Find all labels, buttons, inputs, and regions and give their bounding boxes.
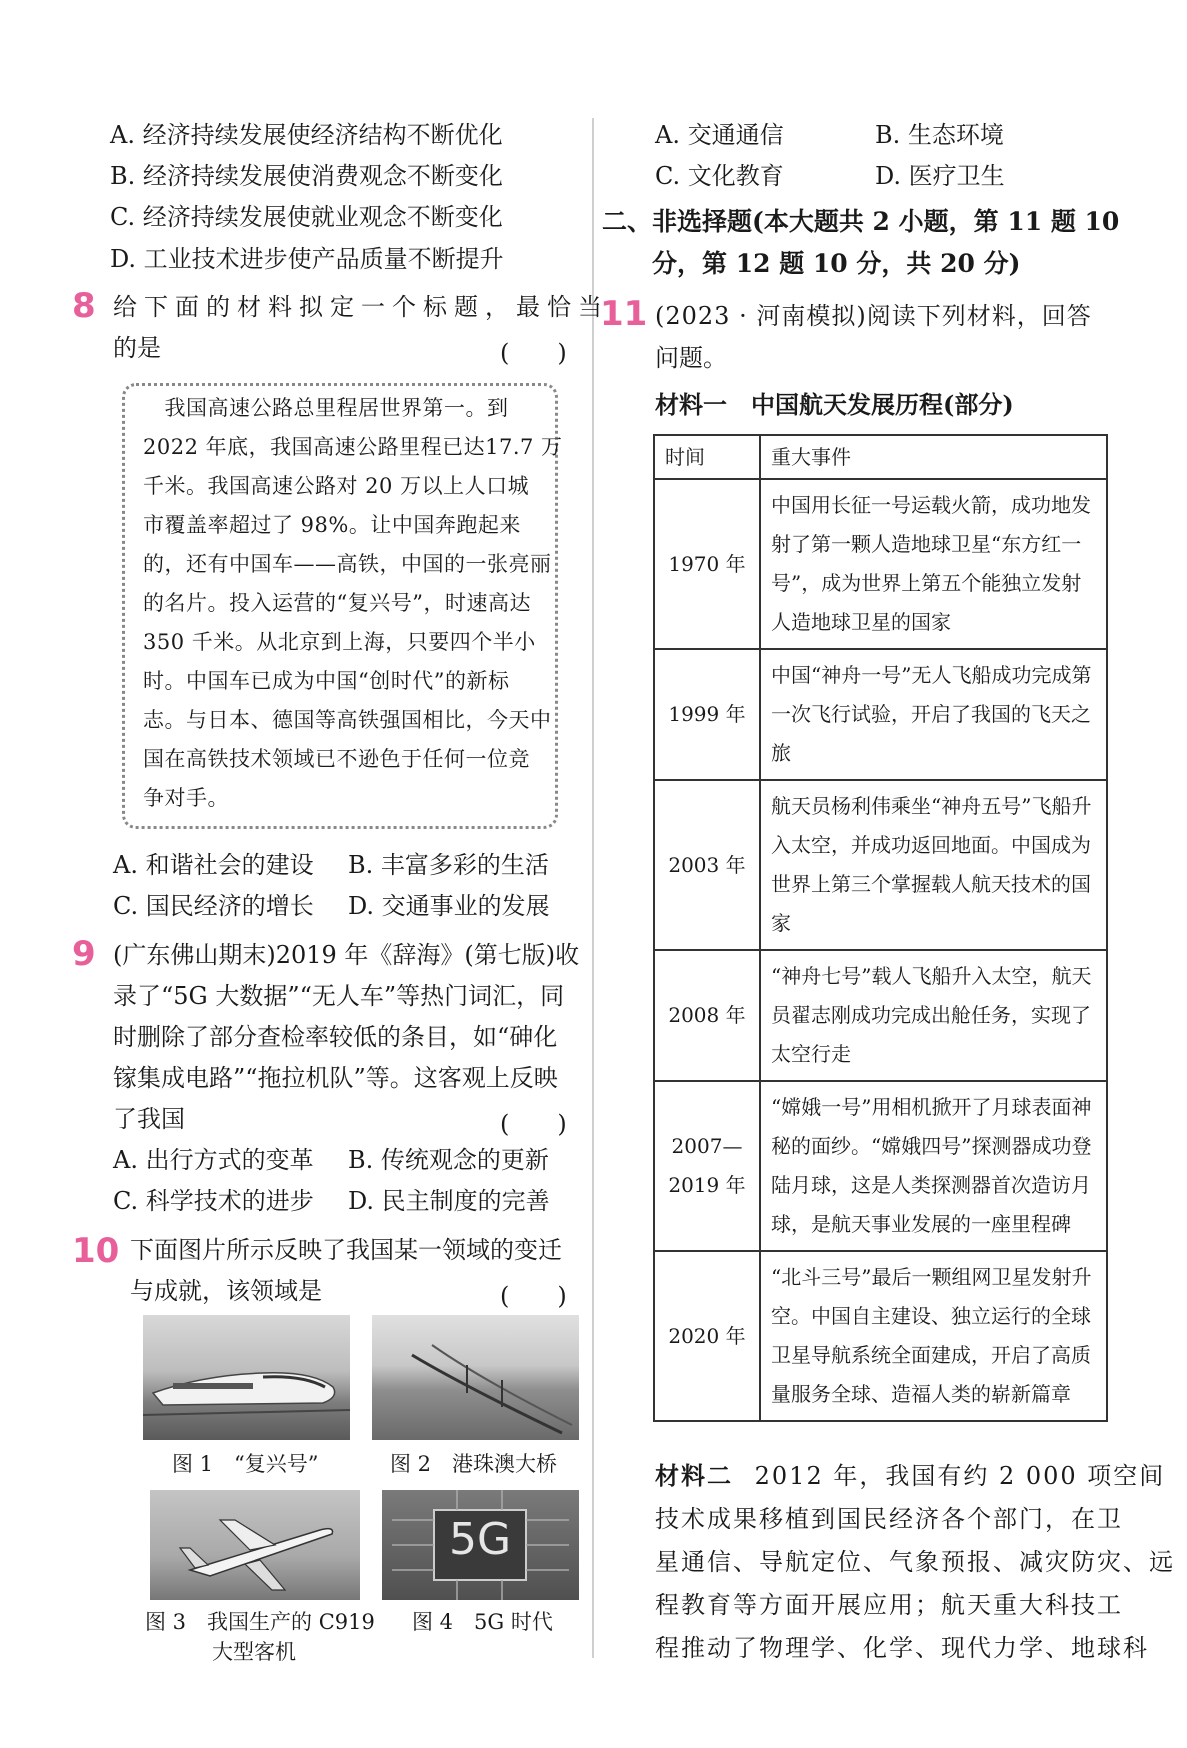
passage-line: 2022 年底，我国高速公路里程已达17.7 万 <box>143 435 563 459</box>
q7-option-b: B. 经济持续发展使消费观念不断变化 <box>110 162 503 190</box>
question-stem: 问题。 <box>655 344 727 372</box>
event-cell: “嫦娥一号”用相机掀开了月球表面神秘的面纱。“嫦娥四号”探测器成功登陆月球，这是人类探测器首次造访月球，是航天事业发展的一座里程碑 <box>760 1081 1107 1251</box>
material-2-line: 程推动了物理学、化学、现代力学、地球科 <box>655 1634 1149 1662</box>
figure-caption: 图 2 港珠澳大桥 <box>390 1452 558 1476</box>
table-row <box>654 479 1107 649</box>
passage-line: 市覆盖率超过了 98%。让中国奔跑起来 <box>143 513 521 537</box>
material-2-label: 材料二 <box>655 1462 733 1490</box>
q9-option-d: D. 民主制度的完善 <box>348 1187 550 1215</box>
high-speed-train-image <box>143 1315 350 1440</box>
passage-line: 的，还有中国车——高铁，中国的一张亮丽 <box>143 552 552 576</box>
year-cell: 1970 年 <box>654 479 760 649</box>
event-cell: “神舟七号”载人飞船升入太空，航天员翟志刚成功完成出舱任务，实现了太空行走 <box>760 950 1107 1081</box>
column-header-time: 时间 <box>654 435 760 479</box>
figure-caption: 图 1 “复兴号” <box>172 1452 319 1476</box>
passage-line: 争对手。 <box>143 786 229 810</box>
column-divider <box>592 118 594 1658</box>
q8-option-a: A. 和谐社会的建设 <box>113 851 314 879</box>
question-number: 11 <box>600 294 648 334</box>
event-cell: “北斗三号”最后一颗组网卫星发射升空。中国自主建设、独立运行的全球卫星导航系统全面建成，开启了高质量服务全球、造福人类的崭新篇章 <box>760 1251 1107 1421</box>
airplane-image <box>150 1490 360 1600</box>
q8-option-d: D. 交通事业的发展 <box>348 892 550 920</box>
question-stem: 时删除了部分查检率较低的条目，如“砷化 <box>113 1023 558 1051</box>
q9-option-b: B. 传统观念的更新 <box>348 1146 549 1174</box>
table-row <box>654 1251 1107 1421</box>
question-stem: 镓集成电路”“拖拉机队”等。这客观上反映 <box>113 1064 558 1092</box>
material-2-line: 技术成果移植到国民经济各个部门，在卫 <box>655 1505 1123 1533</box>
figure-caption: 图 4 5G 时代 <box>412 1610 553 1634</box>
year-cell: 2008 年 <box>654 950 760 1081</box>
q8-option-b: B. 丰富多彩的生活 <box>348 851 549 879</box>
answer-parentheses[interactable]: ( ) <box>500 339 567 367</box>
passage-line: 的名片。投入运营的“复兴号”，时速高达 <box>143 591 531 615</box>
q7-option-d: D. 工业技术进步使产品质量不断提升 <box>110 245 504 273</box>
q9-option-c: C. 科学技术的进步 <box>113 1187 314 1215</box>
question-stem: 了我国 <box>113 1105 185 1133</box>
figure-caption: 大型客机 <box>212 1640 296 1664</box>
event-cell: 中国用长征一号运载火箭，成功地发射了第一颗人造地球卫星“东方红一号”，成为世界上第五个能独立发射人造地球卫星的国家 <box>760 479 1107 649</box>
q7-option-c: C. 经济持续发展使就业观念不断变化 <box>110 203 503 231</box>
year-cell: 2003 年 <box>654 780 760 950</box>
passage-line: 时。中国车已成为中国“创时代”的新标 <box>143 669 510 693</box>
q10-option-c: C. 文化教育 <box>655 162 784 190</box>
table-row <box>654 1081 1107 1251</box>
event-cell: 航天员杨利伟乘坐“神舟五号”飞船升入太空，并成功返回地面。中国成为世界上第三个掌握载人航天技术的国家 <box>760 780 1107 950</box>
passage-line: 千米。我国高速公路对 20 万以上人口城 <box>143 474 530 498</box>
column-header-event: 重大事件 <box>760 435 1107 479</box>
question-stem: 给下面的材料拟定一个标题，最恰当 <box>113 293 609 321</box>
material-2-line: 程教育等方面开展应用；航天重大科技工 <box>655 1591 1123 1619</box>
event-cell: 中国“神舟一号”无人飞船成功完成第一次飞行试验，开启了我国的飞天之旅 <box>760 649 1107 780</box>
q9-option-a: A. 出行方式的变革 <box>113 1146 314 1174</box>
material-2-line: 星通信、导航定位、气象预报、减灾防灾、远 <box>655 1548 1175 1576</box>
year-cell: 1999 年 <box>654 649 760 780</box>
question-number: 9 <box>72 934 96 974</box>
material-box <box>122 383 563 829</box>
question-stem: 的是 <box>113 334 161 362</box>
5g-chip-image <box>382 1490 579 1600</box>
q10-option-d: D. 医疗卫生 <box>875 162 1005 190</box>
question-stem: (2023 · 河南模拟)阅读下列材料，回答 <box>655 302 1092 330</box>
table-row <box>654 950 1107 1081</box>
passage-line: 我国高速公路总里程居世界第一。到 <box>143 396 509 420</box>
section-title: 分，第 12 题 10 分，共 20 分) <box>652 249 1021 278</box>
question-stem: 与成就，该领域是 <box>130 1277 322 1305</box>
material-1-title: 材料一 中国航天发展历程(部分) <box>655 390 1014 419</box>
q10-option-b: B. 生态环境 <box>875 121 1004 149</box>
table-row <box>654 780 1107 950</box>
q10-option-a: A. 交通通信 <box>655 121 784 149</box>
q8-option-c: C. 国民经济的增长 <box>113 892 314 920</box>
year-cell: 2007—2019 年 <box>654 1081 760 1251</box>
question-stem: (广东佛山期末)2019 年《辞海》(第七版)收 <box>113 941 580 969</box>
question-stem: 下面图片所示反映了我国某一领域的变迁 <box>130 1236 562 1264</box>
table-row <box>654 649 1107 780</box>
question-number: 10 <box>72 1231 120 1271</box>
question-stem: 录了“5G 大数据”“无人车”等热门词汇，同 <box>113 982 565 1010</box>
passage-line: 志。与日本、德国等高铁强国相比，今天中 <box>143 708 552 732</box>
answer-parentheses[interactable]: ( ) <box>500 1110 567 1138</box>
year-cell: 2020 年 <box>654 1251 760 1421</box>
section-title: 二、非选择题(本大题共 2 小题，第 11 题 10 <box>602 207 1120 236</box>
material-2-line: 2012 年，我国有约 2 000 项空间 <box>754 1462 1166 1490</box>
answer-parentheses[interactable]: ( ) <box>500 1282 567 1310</box>
question-number: 8 <box>72 286 96 326</box>
5g-label: 5G <box>448 1514 512 1565</box>
figure-caption: 图 3 我国生产的 C919 <box>145 1610 375 1634</box>
passage-line: 350 千米。从北京到上海，只要四个半小 <box>143 630 536 654</box>
table-header-row <box>654 435 1107 479</box>
bridge-image <box>372 1315 579 1440</box>
passage-line: 国在高铁技术领域已不逊色于任何一位竞 <box>143 747 530 771</box>
q7-option-a: A. 经济持续发展使经济结构不断优化 <box>110 121 503 149</box>
space-history-table <box>653 434 1108 1422</box>
